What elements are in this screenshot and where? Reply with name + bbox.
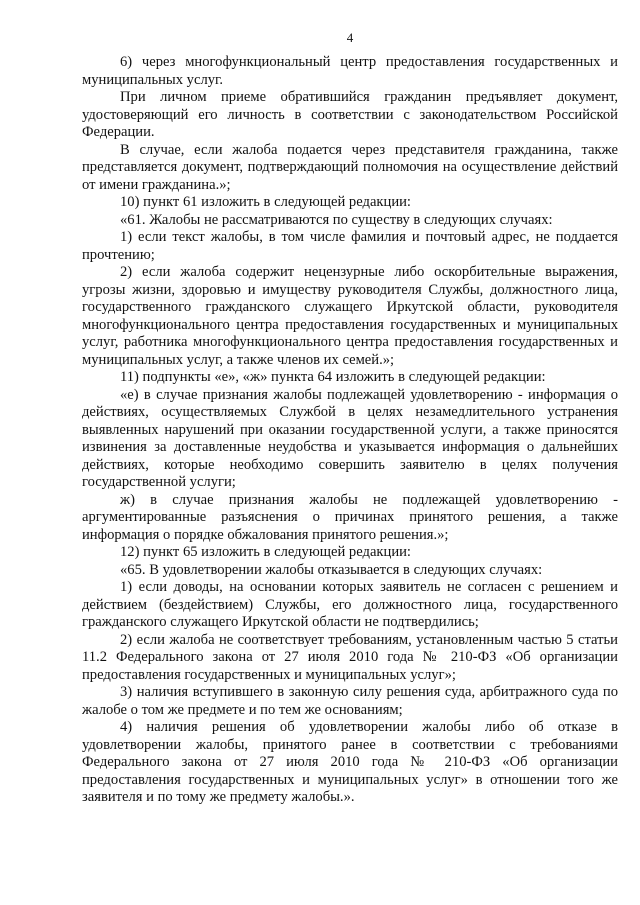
page-number: 4 bbox=[346, 30, 354, 45]
document-body bbox=[82, 54, 618, 807]
paragraph-6-mfc-channel: 6) через многофункциональный центр предоставления государственных и муниципальных услуг. bbox=[82, 54, 618, 88]
paragraph-clause-61-1: 1) если текст жалобы, в том числе фамилия и почтовый адрес, не поддается прочтению; bbox=[82, 229, 618, 263]
paragraph-clause-65-1: 1) если доводы, на основании которых заявитель не согласен с решением и действием (бездействием) Службы, его должностного лица, государственного гражданского служащего Иркутской области не подтвердились; bbox=[82, 579, 618, 630]
paragraph-item-10: 10) пункт 61 изложить в следующей редакции: bbox=[120, 194, 411, 210]
paragraph-clause-65-4: 4) наличия решения об удовлетворении жалобы либо об отказе в удовлетворении жалобы, принятого ранее в соответствии с требованиями Федерального закона от 27 июля 2010 года № 210-ФЗ «Об организации предоставления государственных и муниципальных услуг» в отношении того же заявителя и по тому же предмету жалобы.». bbox=[82, 719, 618, 805]
paragraph-clause-65-2: 2) если жалоба не соответствует требованиям, установленным частью 5 статьи 11.2 Федерального закона от 27 июля 2010 года № 210-ФЗ «Об организации предоставления государственных и муниципальных услуг»; bbox=[82, 631, 618, 683]
paragraph-subclause-e: «е) в случае признания жалобы подлежащей удовлетворению - информация о действиях, осуществляемых Службой в целях незамедлительного устранения выявленных нарушений при оказании государственной услуги, а также приносятся извинения за доставленные неудобства и указывается информация о дальнейших действиях, которые необходимо совершить заявителю в целях получения государственной услуги; bbox=[82, 386, 618, 490]
paragraph-clause-65: «65. В удовлетворении жалобы отказывается в следующих случаях: bbox=[120, 561, 543, 578]
paragraph-representative: В случае, если жалоба подается через представителя гражданина, также представляется документ, подтверждающий полномочия на осуществление действий от имени гражданина.»; bbox=[82, 141, 618, 193]
paragraph-item-11: 11) подпункты «е», «ж» пункта 64 изложить в следующей редакции: bbox=[120, 369, 546, 385]
paragraph-item-12: 12) пункт 65 изложить в следующей редакции: bbox=[120, 544, 411, 560]
paragraph-clause-65-3: 3) наличия вступившего в законную силу решения суда, арбитражного суда по жалобе о том же предмете и по тем же основаниям; bbox=[82, 684, 618, 718]
paragraph-clause-61: «61. Жалобы не рассматриваются по существу в следующих случаях: bbox=[120, 211, 553, 228]
paragraph-personal-reception: При личном приеме обратившийся гражданин предъявляет документ, удостоверяющий его личность в соответствии с законодательством Российской Федерации. bbox=[82, 89, 618, 140]
paragraph-subclause-zh: ж) в случае признания жалобы не подлежащей удовлетворению - аргументированные разъяснения о причинах принятого решения, а также информация о порядке обжалования принятого решения.»; bbox=[82, 491, 618, 543]
paragraph-clause-61-2: 2) если жалоба содержит нецензурные либо оскорбительные выражения, угрозы жизни, здоровью и имуществу руководителя Службы, должностного лица, государственного гражданского служащего Иркутской области, руководителя многофункционального центра предоставления государственных и муниципальных услуг, работника многофункционального центра предоставления государственных и муниципальных услуг, а также членов их семей.»; bbox=[82, 264, 618, 368]
